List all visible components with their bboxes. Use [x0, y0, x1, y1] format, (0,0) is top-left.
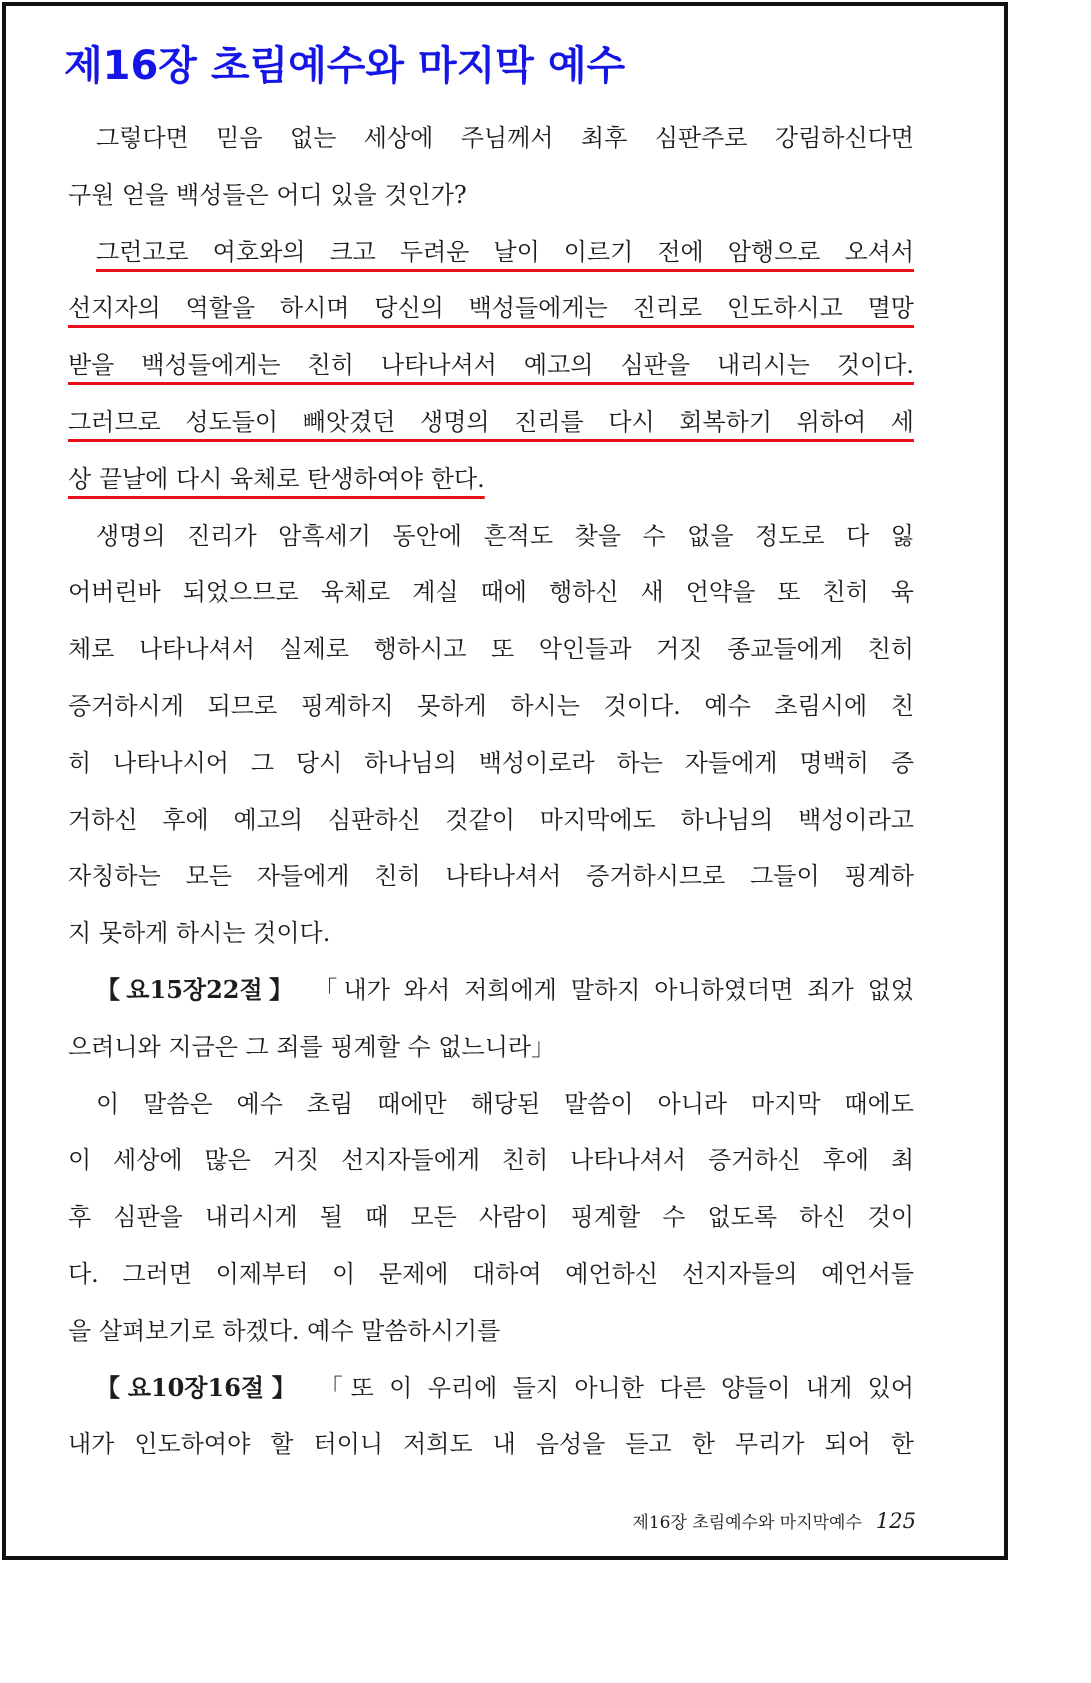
text-line: 히 나타나시어 그 당시 하나님의 백성이로라 하는 자들에게 명백히 증	[68, 748, 914, 777]
chapter-title: 제16장 초림예수와 마지막 예수	[64, 43, 626, 89]
text-line	[68, 224, 914, 281]
text-line: 자칭하는 모든 자들에게 친히 나타나셔서 증거하시므로 그들이 핑계하	[68, 862, 914, 891]
text-line: 지 못하게 하시는 것이다.	[68, 919, 331, 948]
scripture-reference: 【요15장22절】	[96, 974, 300, 1004]
text-line: 체로 나타나셔서 실제로 행하시고 또 악인들과 거짓 종교들에게 친히	[68, 635, 914, 664]
text-line: 어버린바 되었으므로 육체로 계실 때에 행하신 새 언약을 또 친히 육	[68, 578, 914, 607]
text-line: 구원 얻을 백성들은 어디 있을 것인가?	[68, 180, 467, 209]
text-line	[68, 280, 914, 337]
underlined-text: 그러므로 성도들이 빼앗겼던 생명의 진리를 다시 회복하기 위하여 세	[68, 407, 914, 436]
scripture-line	[68, 1360, 914, 1417]
text-line: 거하신 후에 예고의 심판하신 것같이 마지막에도 하나님의 백성이라고	[68, 805, 914, 834]
body-text	[68, 110, 914, 1473]
underlined-text: 상 끝날에 다시 육체로 탄생하여야 한다.	[68, 464, 485, 493]
text-line	[68, 451, 914, 508]
text-line: 이 말씀은 예수 초림 때에만 해당된 말씀이 아니라 마지막 때에도	[96, 1089, 914, 1118]
text-line: 으려니와 지금은 그 죄를 핑계할 수 없느니라」	[68, 1032, 556, 1061]
text-line: 그렇다면 믿음 없는 세상에 주님께서 최후 심판주로 강림하신다면	[96, 124, 914, 152]
text-line: 생명의 진리가 암흑세기 동안에 흔적도 찾을 수 없을 정도로 다 잃	[96, 521, 914, 550]
underlined-text: 받을 백성들에게는 친히 나타나셔서 예고의 심판을 내리시는 것이다.	[68, 351, 914, 380]
underlined-text: 그런고로 여호와의 크고 두려운 날이 이르기 전에 암행으로 오셔서	[96, 237, 914, 266]
underlined-text: 선지자의 역할을 하시며 당신의 백성들에게는 진리로 인도하시고 멸망	[68, 294, 914, 323]
page-number: 125	[875, 1509, 916, 1533]
text-line: 다. 그러면 이제부터 이 문제에 대하여 예언하신 선지자들의 예언서들	[68, 1259, 914, 1288]
running-chapter-title: 제16장 초림예수와 마지막예수	[632, 1513, 862, 1533]
text-line	[68, 337, 914, 394]
page-footer	[580, 1508, 916, 1533]
text-line	[68, 394, 914, 451]
scripture-quote: 「내가 와서 저희에게 말하지 아니하였더면 죄가 없었	[313, 975, 914, 1004]
text-line: 내가 인도하여야 할 터이니 저희도 내 음성을 듣고 한 무리가 되어 한	[68, 1430, 914, 1459]
text-line: 증거하시게 되므로 핑계하지 못하게 하시는 것이다. 예수 초림시에 친	[68, 691, 914, 720]
text-line: 후 심판을 내리시게 될 때 모든 사람이 핑계할 수 없도록 하신 것이	[68, 1203, 914, 1232]
text-line: 을 살펴보기로 하겠다. 예수 말씀하시기를	[68, 1316, 501, 1345]
scripture-line	[68, 962, 914, 1019]
scripture-reference: 【요10장16절】	[96, 1372, 304, 1402]
scripture-quote: 「또 이 우리에 들지 아니한 다른 양들이 내게 있어	[318, 1373, 914, 1402]
text-line: 이 세상에 많은 거짓 선지자들에게 친히 나타나셔서 증거하신 후에 최	[68, 1146, 914, 1175]
